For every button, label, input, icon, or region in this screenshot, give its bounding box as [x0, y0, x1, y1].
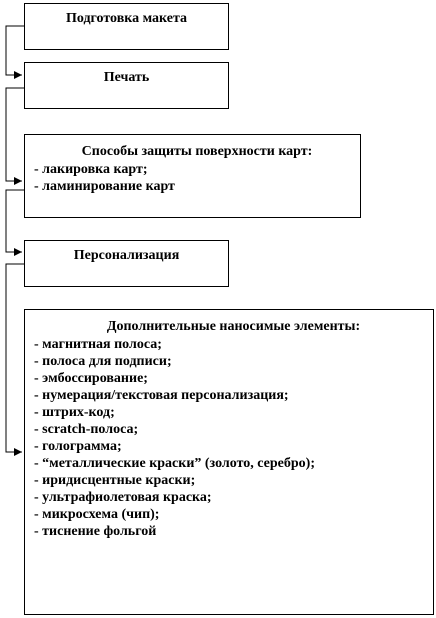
protection-item-lamination: - ламинирование карт — [34, 179, 175, 194]
step-protection-title: Способы защиты поверхности карт: — [81, 144, 313, 159]
connector-personalization-to-extras — [6, 264, 24, 452]
step-layout-box — [24, 3, 229, 50]
step-personalization-label: Персонализация — [73, 248, 180, 263]
step-layout-label: Подготовка макета — [65, 11, 188, 26]
protection-item-varnishing: - лакировка карт; — [34, 162, 148, 177]
extras-item-magnetic-stripe: - магнитная полоса; — [34, 337, 162, 352]
extras-item-embossing: - эмбоссирование; — [34, 371, 148, 386]
extras-item-chip: - микросхема (чип); — [34, 507, 160, 522]
connector-layout-to-printing — [6, 26, 24, 75]
extras-item-hologram: - голограмма; — [34, 439, 122, 454]
step-printing-box — [24, 62, 229, 109]
extras-item-foil-stamping: - тиснение фольгой — [34, 524, 157, 539]
step-protection-box — [24, 134, 361, 218]
extras-item-metallic-inks: - “металлические краски” (золото, серебро); — [34, 456, 315, 471]
connector-printing-to-protection — [6, 88, 24, 181]
step-extras-box — [24, 309, 434, 615]
extras-item-uv-ink: - ультрафиолетовая краска; — [34, 490, 212, 505]
extras-item-iridescent-inks: - иридисцентные краски; — [34, 473, 196, 488]
extras-item-signature-strip: - полоса для подписи; — [34, 354, 172, 369]
step-personalization-box — [24, 240, 229, 287]
extras-item-scratch-strip: - scratch-полоса; — [34, 422, 139, 437]
step-printing-label: Печать — [103, 70, 150, 85]
extras-item-barcode: - штрих-код; — [34, 405, 115, 420]
extras-item-numbering: - нумерация/текстовая персонализация; — [34, 388, 289, 403]
step-extras-title: Дополнительные наносимые элементы: — [106, 319, 361, 334]
connector-protection-to-personalization — [6, 190, 24, 252]
